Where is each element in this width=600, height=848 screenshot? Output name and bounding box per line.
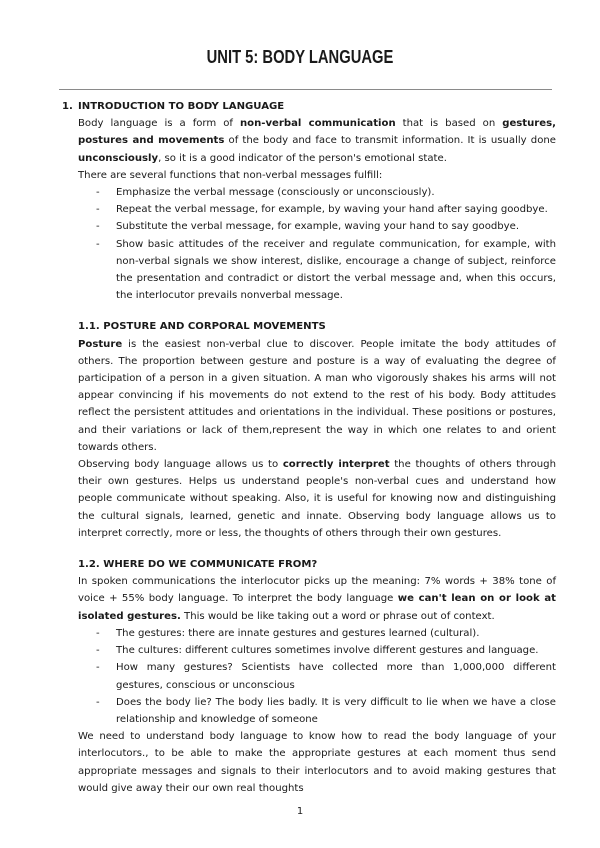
section-1-2-paragraph-1: In spoken communications the interlocutor picks up the meaning: 7% words + 38% tone of voice + 55% body language. To interpret the body language we can't lean on or look at isolated gestures. This would be like taking out a word or phrase out of context. <box>78 576 556 622</box>
list-item: - Repeat the verbal message, for example, by waving your hand after saying goodbye. <box>96 204 548 216</box>
section-1-paragraph-1: Body language is a form of non-verbal communication that is based on gestures, postures and movements of the body and face to transmit information. It is usually done unconsciously, so it is a good indicator of the person's emotional state. <box>78 118 556 164</box>
section-1-2-paragraph-2: We need to understand body language to know how to read the body language of your interlocutors., to be able to make the appropriate gestures at each moment thus send appropriate messages and signals to their interlocutors and to avoid making gestures that would give away their our own real thoughts <box>78 731 556 794</box>
list-item: - Emphasize the verbal message (consciously or unconsciously). <box>96 187 435 199</box>
section-1-heading-text: INTRODUCTION TO BODY LANGUAGE <box>78 101 285 112</box>
section-1-paragraph-2: There are several functions that non-verbal messages fulfill: <box>78 169 383 181</box>
section-1-function-list <box>78 184 556 304</box>
list-item: - Substitute the verbal message, for example, waving your hand to say goodbye. <box>96 221 520 233</box>
section-1-2-heading: 1.2. WHERE DO WE COMMUNICATE FROM? <box>78 559 318 571</box>
list-item: - The gestures: there are innate gestures and gestures learned (cultural). <box>96 627 480 639</box>
page-title: UNIT 5: BODY LANGUAGE <box>206 47 394 67</box>
section-1-1-heading: 1.1. POSTURE AND CORPORAL MOVEMENTS <box>78 321 326 333</box>
list-item: - Show basic attitudes of the receiver and regulate communication, for example, with non-verbal signals we show interest, dislike, encourage a change of subject, reinforce the presentation and contradict or distort the verbal message and, when this occurs, the interlocutor prevails nonverbal message. <box>96 238 556 302</box>
list-item: - How many gestures? Scientists have collected more than 1,000,000 different gestures, conscious or unconscious <box>96 662 556 691</box>
section-1-1-paragraph-2: Observing body language allows us to correctly interpret the thoughts of others through their own gestures. Helps us understand people's non-verbal cues and understand how people communicate without speaking. Also, it is useful for knowing now and distinguishing the cultural signals, learned, genetic and innate. Observing body language allows us to interpret correctly, more or less, the thoughts of others through their own gestures. <box>78 459 556 539</box>
page-number: 1 <box>296 806 304 817</box>
list-item: - The cultures: different cultures sometimes involve different gestures and language. <box>96 645 539 657</box>
title-divider <box>59 89 552 90</box>
section-1-number: 1. <box>62 101 73 112</box>
section-1-1-paragraph-1: Posture is the easiest non-verbal clue to discover. People imitate the body attitudes of others. The proportion between gesture and posture is a way of evaluating the degree of participation of a person in a given situation. A man who vigorously shakes his arms will not appear convincing if his movements do not extend to the rest of his body. Body attitudes reflect the persistent attitudes and orientations in the individual. These positions or postures, and their variations or lack of them,represent the way in which one relates to and orient towards others. <box>78 338 556 453</box>
document-body <box>62 98 556 797</box>
section-1-heading <box>62 98 556 115</box>
section-1-2-list <box>78 625 556 728</box>
list-item: - Does the body lie? The body lies badly. It is very difficult to lie when we have a close relationship and knowledge of someone <box>96 696 556 725</box>
